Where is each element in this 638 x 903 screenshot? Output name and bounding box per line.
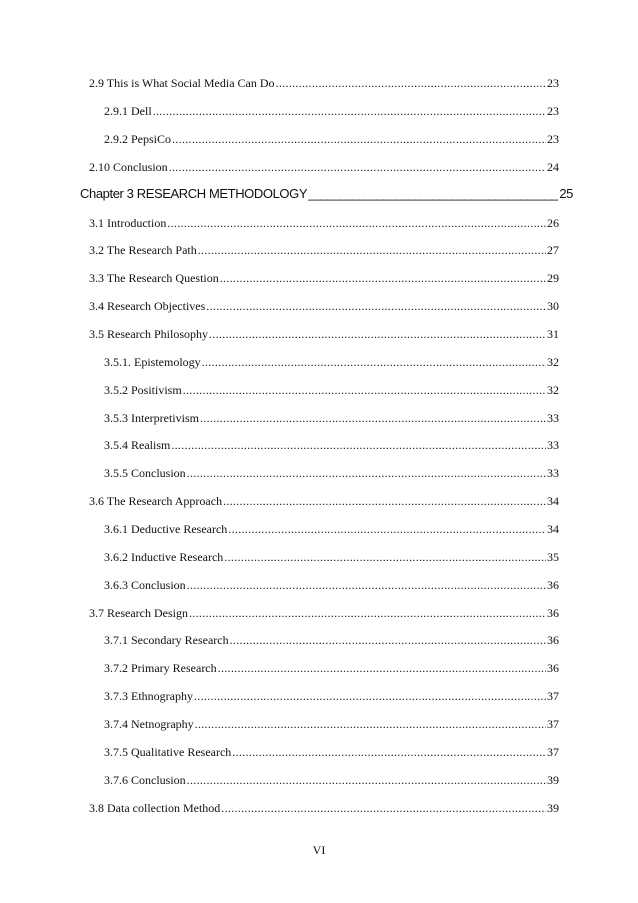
- toc-entry[interactable]: [104, 660, 559, 676]
- toc-entry-page: 23: [547, 132, 559, 146]
- toc-entry-page: 36: [547, 661, 559, 675]
- dot-leader: [202, 354, 546, 370]
- toc-entry-title: 3.7.4 Netnography: [104, 717, 194, 731]
- dot-leader: [189, 605, 546, 621]
- toc-entry-title: 3.6.3 Conclusion: [104, 578, 186, 592]
- toc-entry-page: 36: [547, 606, 559, 620]
- toc-entry[interactable]: [104, 549, 559, 565]
- toc-entry[interactable]: [104, 465, 559, 481]
- dot-leader: [187, 772, 546, 788]
- toc-entry-title: 3.1 Introduction: [89, 216, 167, 230]
- toc-entry-page: 35: [547, 550, 559, 564]
- toc-entry-page: 24: [547, 160, 559, 174]
- dot-leader: [171, 437, 546, 453]
- toc-entry[interactable]: [104, 632, 559, 648]
- toc-entry-page: 33: [547, 438, 559, 452]
- toc-entry-page: 23: [547, 76, 559, 90]
- toc-entry[interactable]: [89, 270, 559, 286]
- dot-leader: [153, 103, 546, 119]
- toc-entry[interactable]: [104, 772, 559, 788]
- toc-entry-title: 3.6.2 Inductive Research: [104, 550, 224, 564]
- toc-entry-title: 3.7.6 Conclusion: [104, 773, 186, 787]
- dot-leader: [195, 716, 546, 732]
- toc-entry-page: 33: [547, 466, 559, 480]
- toc-entry-page: 34: [547, 494, 559, 508]
- toc-entry[interactable]: [104, 521, 559, 537]
- toc-entry-page: 27: [547, 243, 559, 257]
- toc-entry-page: 36: [547, 578, 559, 592]
- dot-leader: [228, 521, 546, 537]
- dot-leader: [187, 465, 546, 481]
- toc-entry-title: 3.7.5 Qualitative Research: [104, 745, 232, 759]
- toc-entry[interactable]: [89, 215, 559, 231]
- toc-entry[interactable]: [104, 354, 559, 370]
- toc-entry[interactable]: [104, 577, 559, 593]
- toc-entry[interactable]: [104, 688, 559, 704]
- toc-entry-title: 3.2 The Research Path: [89, 243, 197, 257]
- dot-leader: [200, 410, 546, 426]
- toc-entry-page: 30: [547, 299, 559, 313]
- dot-leader: [167, 215, 546, 231]
- toc-entry-title: 3.6.1 Deductive Research: [104, 522, 228, 536]
- dot-leader: [206, 298, 546, 314]
- toc-entry-title: 3.4 Research Objectives: [89, 299, 206, 313]
- toc-entry-page: 39: [547, 801, 559, 815]
- toc-entry-title: 3.7.2 Primary Research: [104, 661, 217, 675]
- toc-entry-page: 23: [547, 104, 559, 118]
- toc-entry-page: 25: [559, 186, 573, 201]
- dot-leader: [172, 131, 546, 147]
- dot-leader: [209, 326, 546, 342]
- toc-entry[interactable]: [89, 493, 559, 509]
- toc-entry-title: 3.7.3 Ethnography: [104, 689, 193, 703]
- toc-entry-title: 3.5 Research Philosophy: [89, 327, 208, 341]
- dot-leader: [218, 660, 546, 676]
- dot-leader: [232, 744, 546, 760]
- dot-leader: [221, 800, 546, 816]
- toc-entry-page: 29: [547, 271, 559, 285]
- toc-entry-title: 2.9.1 Dell: [104, 104, 152, 118]
- dot-leader: [308, 186, 558, 202]
- toc-entry[interactable]: [104, 716, 559, 732]
- toc-entry[interactable]: [89, 605, 559, 621]
- toc-entry[interactable]: [104, 131, 559, 147]
- toc-entry-title: 3.5.5 Conclusion: [104, 466, 186, 480]
- toc-entry-title: 3.5.2 Positivism: [104, 383, 182, 397]
- toc-entry[interactable]: [104, 410, 559, 426]
- toc-entry-title: 2.9 This is What Social Media Can Do: [89, 76, 275, 90]
- toc-entry-page: 33: [547, 411, 559, 425]
- toc-entry-title: 3.6 The Research Approach: [89, 494, 223, 508]
- dot-leader: [198, 242, 546, 258]
- toc-entry[interactable]: [89, 159, 559, 175]
- toc-entry-page: 37: [547, 745, 559, 759]
- toc-entry-page: 26: [547, 216, 559, 230]
- toc-entry-title: 2.10 Conclusion: [89, 160, 168, 174]
- toc-entry-page: 32: [547, 355, 559, 369]
- toc-entry[interactable]: [89, 242, 559, 258]
- dot-leader: [223, 493, 546, 509]
- toc-chapter-entry[interactable]: [80, 186, 573, 202]
- toc-entry[interactable]: [104, 382, 559, 398]
- dot-leader: [230, 632, 546, 648]
- toc-entry-page: 34: [547, 522, 559, 536]
- toc-entry-page: 39: [547, 773, 559, 787]
- toc-entry[interactable]: [104, 744, 559, 760]
- toc-entry[interactable]: [104, 103, 559, 119]
- toc-entry-title: 3.5.4 Realism: [104, 438, 171, 452]
- toc-entry-page: 31: [547, 327, 559, 341]
- toc-entry-page: 37: [547, 689, 559, 703]
- toc-entry-title: 3.7 Research Design: [89, 606, 188, 620]
- dot-leader: [194, 688, 546, 704]
- toc-entry-title: 3.8 Data collection Method: [89, 801, 221, 815]
- toc-entry[interactable]: [89, 800, 559, 816]
- dot-leader: [169, 159, 546, 175]
- toc-entry-title: Chapter 3 RESEARCH METHODOLOGY: [80, 186, 308, 201]
- toc-entry-title: 3.7.1 Secondary Research: [104, 633, 229, 647]
- toc-entry-title: 3.5.1. Epistemology: [104, 355, 201, 369]
- toc-entry[interactable]: [89, 326, 559, 342]
- dot-leader: [187, 577, 546, 593]
- dot-leader: [220, 270, 546, 286]
- toc-entry[interactable]: [89, 298, 559, 314]
- toc-entry[interactable]: [104, 437, 559, 453]
- toc-entry-title: 3.3 The Research Question: [89, 271, 219, 285]
- toc-entry-title: 2.9.2 PepsiCo: [104, 132, 172, 146]
- toc-entry-page: 37: [547, 717, 559, 731]
- toc-entry-page: 36: [547, 633, 559, 647]
- dot-leader: [183, 382, 546, 398]
- toc-entry-page: 32: [547, 383, 559, 397]
- page-number: VI: [312, 843, 326, 857]
- toc-entry[interactable]: [89, 75, 559, 91]
- toc-entry-title: 3.5.3 Interpretivism: [104, 411, 199, 425]
- dot-leader: [224, 549, 546, 565]
- dot-leader: [276, 75, 546, 91]
